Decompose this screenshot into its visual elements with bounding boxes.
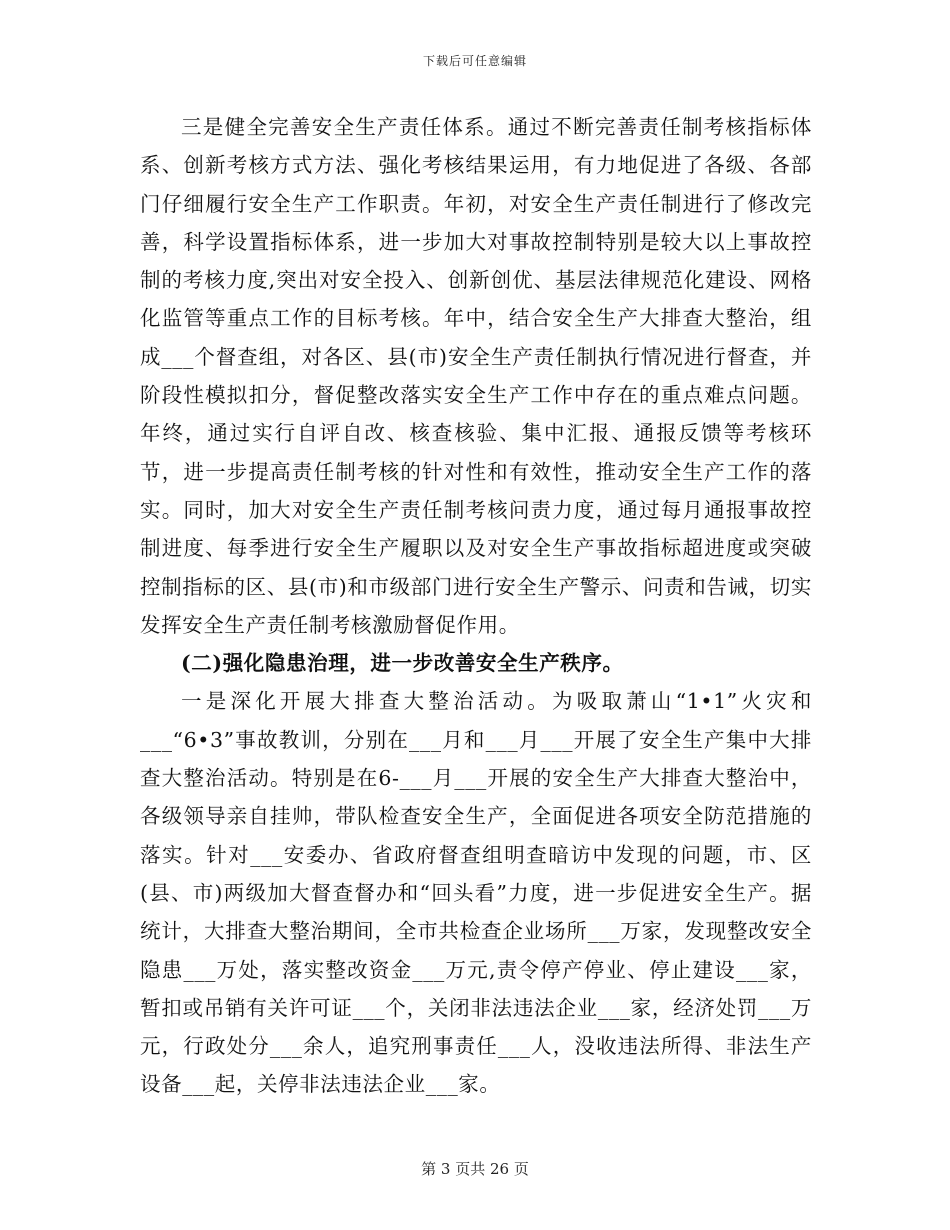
page-header: 下载后可任意编辑	[422, 54, 527, 68]
page-number: 第 3 页共 26 页	[421, 1160, 529, 1178]
document-body	[140, 108, 812, 1104]
section-subheading: (二)强化隐患治理，进一步改善安全生产秩序。	[181, 651, 624, 676]
paragraph-inspection-campaign: 一是深化开展大排查大整治活动。为吸取萧山“1•1”火灾和___“6•3”事故教训，分别在___月和___月___开展了安全生产集中大排查大整治活动。特别是在6-___月___开展的安全生产大排查大整治中，各级领导亲自挂帅，带队检查安全生产，全面促进各项安全防范措施的落实。针对___安委办、省政府督查组明查暗访中发现的问题，市、区(县、市)两级加大督查督办和“回头看”力度，进一步促进安全生产。据统计，大排查大整治期间，全市共检查企业场所___万家，发现整改安全隐患___万处，落实整改资金___万元,责令停产停业、停止建设___家，暂扣或吊销有关许可证___个，关闭非法违法企业___家，经济处罚___万元，行政处分___余人，追究刑事责任___人，没收违法所得、非法生产设备___起，关停非法违法企业___家。	[140, 689, 812, 1097]
paragraph-responsibility-system: 三是健全完善安全生产责任体系。通过不断完善责任制考核指标体系、创新考核方式方法、强化考核结果运用，有力地促进了各级、各部门仔细履行安全生产工作职责。年初，对安全生产责任制进行了修改完善，科学设置指标体系，进一步加大对事故控制特别是较大以上事故控制的考核力度,突出对安全投入、创新创优、基层法律规范化建设、网格化监管等重点工作的目标考核。年中，结合安全生产大排查大整治，组成___个督查组，对各区、县(市)安全生产责任制执行情况进行督查，并阶段性模拟扣分，督促整改落实安全生产工作中存在的重点难点问题。年终，通过实行自评自改、核查核验、集中汇报、通报反馈等考核环节，进一步提高责任制考核的针对性和有效性，推动安全生产工作的落实。同时，加大对安全生产责任制考核问责力度，通过每月通报事故控制进度、每季进行安全生产履职以及对安全生产事故指标超进度或突破控制指标的区、县(市)和市级部门进行安全生产警示、问责和告诫，切实发挥安全生产责任制考核激励督促作用。	[140, 115, 812, 637]
